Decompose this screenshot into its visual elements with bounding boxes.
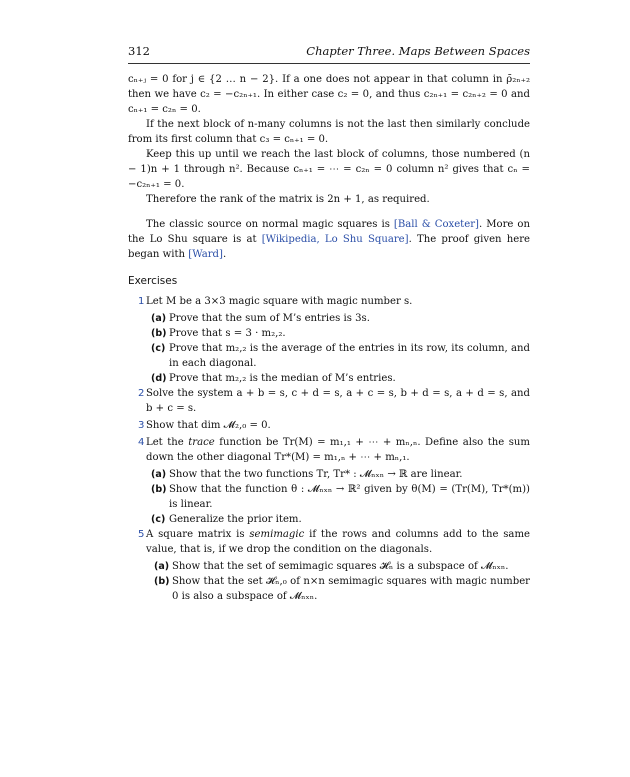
exercise-2-text: Solve the system a + b = s, c + d = s, a + c = s, b + d = s, a + d = s, and b + c = s. <box>146 388 530 414</box>
exercise-4a-label: (a) <box>151 469 167 480</box>
proof-conclusion: Therefore the rank of the matrix is 2n + 1, as required. <box>146 194 430 205</box>
exercise-1-text: Let M be a 3×3 magic square with magic number s. <box>146 296 413 307</box>
exercise-5b <box>128 574 530 604</box>
exercise-1a-label: (a) <box>151 313 167 324</box>
proof-paragraph-1: cₙ₊ⱼ = 0 for j ∈ {2 … n − 2}. If a one does not appear in that column in ρ̄₂ₙ₊₂ then we have c₂ = −c₂ₙ₊₁. In either case c₂ = 0, and thus c₂ₙ₊₁ = c₂ₙ₊₂ = 0 and cₙ₊₁ = c₂ₙ = 0. <box>128 74 530 115</box>
exercise-4-statement <box>128 435 530 465</box>
exercise-5-text-before: A square matrix is <box>146 529 250 540</box>
citation-wikipedia-lo-shu[interactable]: [Wikipedia, Lo Shu Square] <box>261 234 409 245</box>
exercise-4a <box>128 467 530 482</box>
exercise-1 <box>128 294 530 386</box>
exercise-1a-text: Prove that the sum of M’s entries is 3s. <box>169 313 370 324</box>
header-rule <box>128 63 530 64</box>
exercise-2 <box>128 386 530 416</box>
exercise-4b-text: Show that the function θ : 𝓜ₙₓₙ → ℝ² given by θ(M) = (Tr(M), Tr*(m)) is linear. <box>169 484 530 510</box>
exercise-1d <box>128 371 530 386</box>
sources-paragraph <box>128 217 530 262</box>
exercise-4-text-before: Let the <box>146 437 189 448</box>
exercise-4c <box>128 512 530 527</box>
exercise-4b <box>128 482 530 512</box>
page-body <box>128 72 530 604</box>
chapter-title: Chapter Three. Maps Between Spaces <box>306 44 530 58</box>
exercise-1b-label: (b) <box>151 328 167 339</box>
citation-ward[interactable]: [Ward] <box>188 249 223 260</box>
exercise-5-text-after: if the rows and columns add to the same value, that is, if we drop the condition on the diagonals. <box>146 529 530 555</box>
exercise-5a-text: Show that the set of semimagic squares 𝓗ₙ is a subspace of 𝓜ₙₓₙ. <box>172 561 509 572</box>
running-header <box>128 44 530 62</box>
exercise-1c-text: Prove that m₂,₂ is the average of the entries in its row, its column, and in each diagonal. <box>169 343 530 369</box>
exercise-5 <box>128 527 530 604</box>
exercise-4b-label: (b) <box>151 484 167 495</box>
citation-ball-coxeter[interactable]: [Ball & Coxeter] <box>393 219 479 230</box>
exercise-4c-label: (c) <box>151 514 166 525</box>
exercise-5a-label: (a) <box>154 561 170 572</box>
exercises-heading: Exercises <box>128 275 178 287</box>
exercise-5-number[interactable]: 5 <box>138 529 145 540</box>
exercise-4c-text: Generalize the prior item. <box>169 514 302 525</box>
exercise-1c-label: (c) <box>151 343 166 354</box>
exercise-3-number[interactable]: 3 <box>138 420 145 431</box>
exercise-5-statement <box>128 527 530 557</box>
exercise-1c <box>128 341 530 371</box>
exercise-5b-text: Show that the set 𝓗ₙ,₀ of n×n semimagic squares with magic number 0 is also a subspace of 𝓜ₙₓₙ. <box>172 576 530 602</box>
exercise-4-text-after: function be Tr(M) = m₁,₁ + ⋯ + mₙ,ₙ. Define also the sum down the other diagonal Tr*(M) = m₁,ₙ + ⋯ + mₙ,₁. <box>146 437 530 463</box>
page-number: 312 <box>128 44 150 58</box>
exercise-2-number[interactable]: 2 <box>138 388 145 399</box>
exercise-1-statement <box>128 294 530 309</box>
exercise-5-term: semimagic <box>249 529 305 540</box>
exercise-5b-label: (b) <box>154 576 170 587</box>
exercise-1d-text: Prove that m₂,₂ is the median of M’s entries. <box>169 373 396 384</box>
exercise-1b-text: Prove that s = 3 · m₂,₂. <box>169 328 286 339</box>
sources-text-2: . More on the Lo Shu square is at <box>128 219 530 245</box>
exercise-4-number[interactable]: 4 <box>138 437 145 448</box>
exercise-3-text: Show that dim 𝓜₂,₀ = 0. <box>146 420 271 431</box>
exercise-4 <box>128 435 530 527</box>
exercise-4-term: trace <box>188 437 215 448</box>
exercise-4a-text: Show that the two functions Tr, Tr* : 𝓜ₙₓₙ → ℝ are linear. <box>169 469 463 480</box>
sources-text-1: The classic source on normal magic squares is <box>146 219 394 230</box>
proof-paragraph-3: Keep this up until we reach the last block of columns, those numbered (n − 1)n + 1 through n². Because cₙ₊₁ = ⋯ = c₂ₙ = 0 column n² gives that cₙ = −c₂ₙ₊₁ = 0. <box>128 149 530 190</box>
exercise-1d-label: (d) <box>151 373 167 384</box>
exercise-5a <box>128 559 530 574</box>
exercise-1b <box>128 326 530 341</box>
sources-text-4: . <box>222 249 227 260</box>
exercise-3 <box>128 418 530 433</box>
sources-text-3: . The proof given here began with <box>128 234 530 260</box>
exercise-1-number[interactable]: 1 <box>138 296 145 307</box>
proof-paragraph-2: If the next block of n-many columns is not the last then similarly conclude from its first column that c₃ = cₙ₊₁ = 0. <box>128 119 530 145</box>
exercise-1a <box>128 311 530 326</box>
